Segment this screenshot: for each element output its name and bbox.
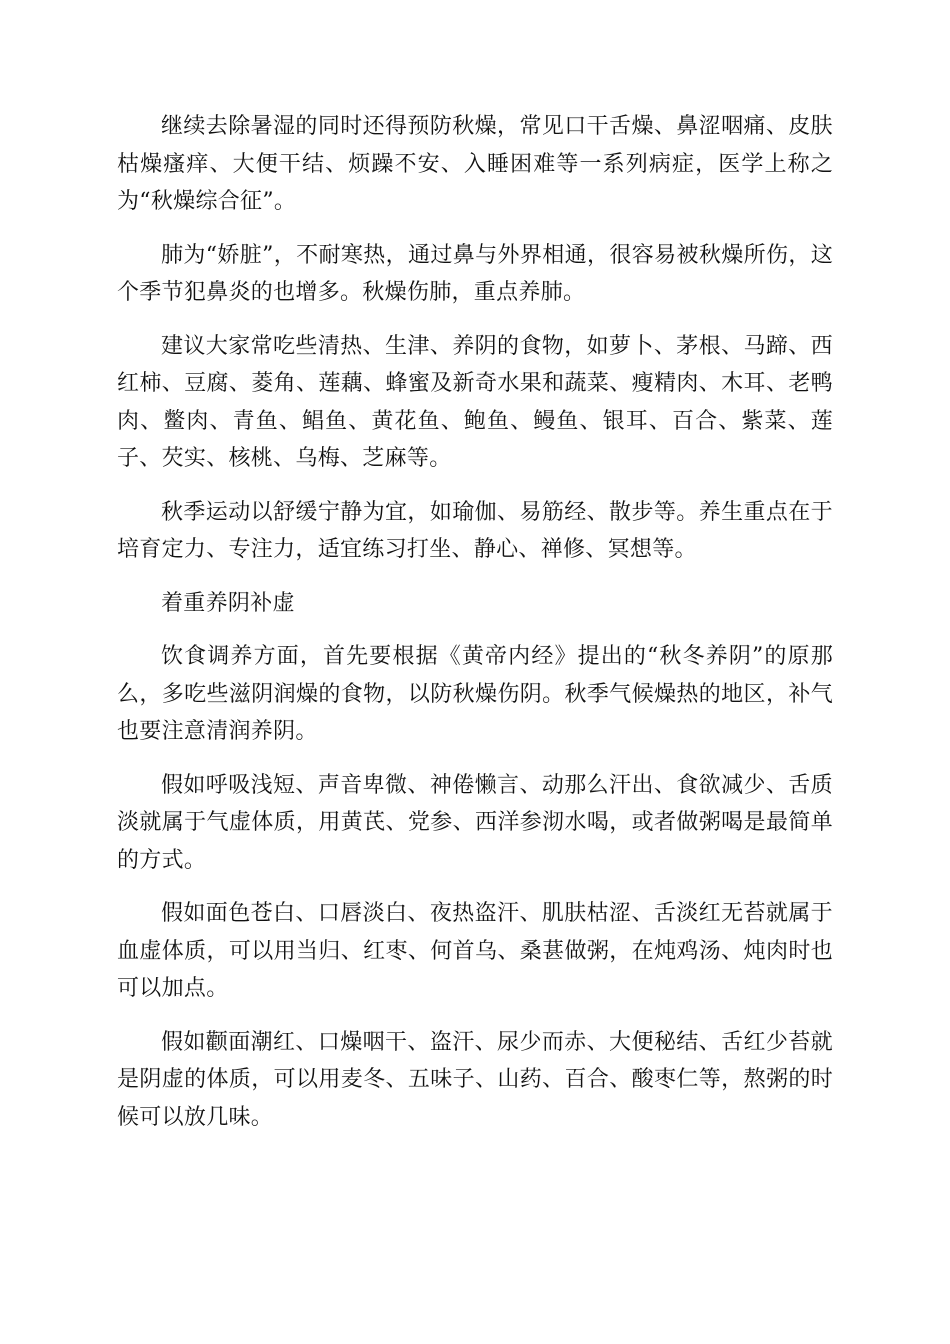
paragraph-yin-deficiency: 假如颧面潮红、口燥咽干、盗汗、尿少而赤、大便秘结、舌红少苔就是阴虚的体质，可以用麦冬、五味子、山药、百合、酸枣仁等，熬粥的时候可以放几味。 <box>117 1029 833 1130</box>
paragraph-diet-regulation: 饮食调养方面，首先要根据《黄帝内经》提出的“秋冬养阴”的原那么，多吃些滋阴润燥的食物，以防秋燥伤阴。秋季气候燥热的地区，补气也要注意清润养阴。 <box>117 644 833 744</box>
paragraph-lung-care: 肺为“娇脏”，不耐寒热，通过鼻与外界相通，很容易被秋燥所伤，这个季节犯鼻炎的也增多。秋燥伤肺，重点养肺。 <box>117 242 833 305</box>
paragraph-qi-deficiency: 假如呼吸浅短、声音卑微、神倦懒言、动那么汗出、食欲减少、舌质淡就属于气虚体质，用黄芪、党参、西洋参沏水喝，或者做粥喝是最简单的方式。 <box>117 772 833 873</box>
paragraph-food-suggestions: 建议大家常吃些清热、生津、养阴的食物，如萝卜、茅根、马蹄、西红柿、豆腐、菱角、莲藕、蜂蜜及新奇水果和蔬菜、瘦精肉、木耳、老鸭肉、鳖肉、青鱼、鲳鱼、黄花鱼、鲍鱼、鳗鱼、银耳、百合、紫菜、莲子、芡实、核桃、乌梅、芝麻等。 <box>117 333 833 471</box>
paragraph-autumn-dryness: 继续去除暑湿的同时还得预防秋燥，常见口干舌燥、鼻涩咽痛、皮肤枯燥瘙痒、大便干结、烦躁不安、入睡困难等一系列病症，医学上称之为“秋燥综合征”。 <box>117 114 833 214</box>
paragraph-autumn-exercise: 秋季运动以舒缓宁静为宜，如瑜伽、易筋经、散步等。养生重点在于培育定力、专注力，适宜练习打坐、静心、禅修、冥想等。 <box>117 499 833 562</box>
paragraph-blood-deficiency: 假如面色苍白、口唇淡白、夜热盗汗、肌肤枯涩、舌淡红无苔就属于血虚体质，可以用当归、红枣、何首乌、桑葚做粥，在炖鸡汤、炖肉时也可以加点。 <box>117 901 833 1001</box>
document-body <box>117 108 833 1152</box>
section-heading-yin-nourishing: 着重养阴补虚 <box>161 590 295 616</box>
